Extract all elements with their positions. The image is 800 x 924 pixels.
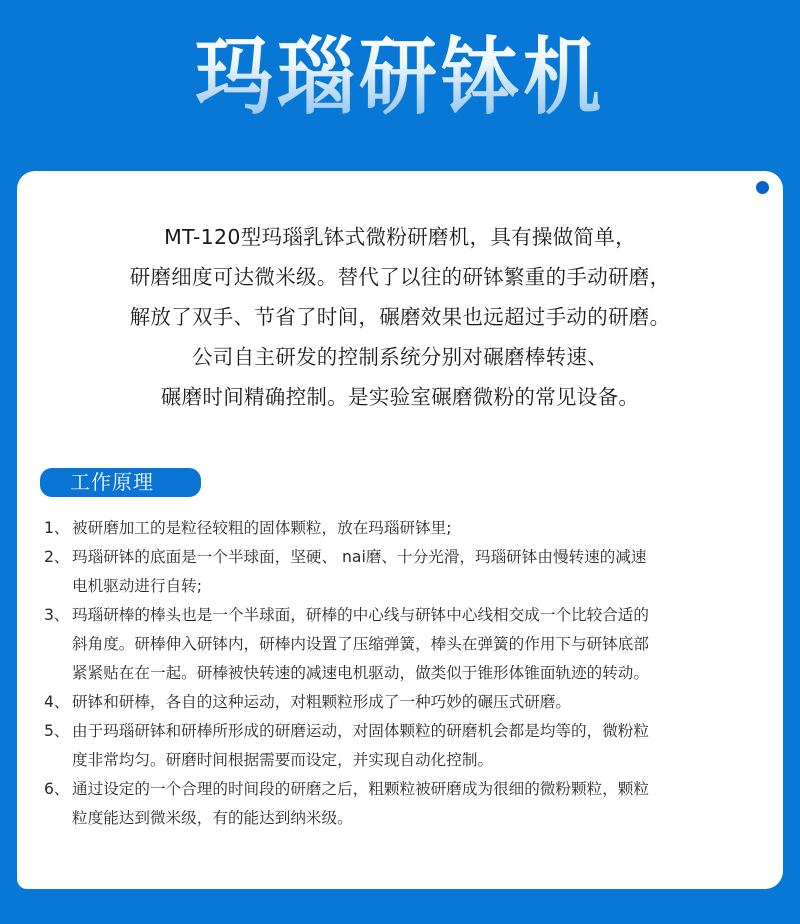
step-text: 玛瑙研钵的底面是一个半球面，坚硬、 nai磨、十分光滑，玛瑙研钵由慢转速的减速 bbox=[72, 548, 647, 566]
intro-line: 解放了双手、节省了时间，碾磨效果也远超过手动的研磨。 bbox=[129, 305, 671, 329]
step-text: 通过设定的一个合理的时间段的研磨之后，粗颗粒被研磨成为很细的微粉颗粒，颗粒 bbox=[72, 780, 649, 798]
step-number: 1、 bbox=[44, 519, 70, 537]
step-text: 玛瑙研棒的棒头也是一个半球面，研棒的中心线与研钵中心线相交成一个比较合适的 bbox=[72, 606, 649, 624]
step-text: 电机驱动进行自转; bbox=[72, 577, 203, 595]
intro-line: 公司自主研发的控制系统分别对碾磨棒转速、 bbox=[192, 345, 608, 369]
steps-list bbox=[44, 514, 764, 833]
page-title: 玛瑙研钵机 bbox=[0, 24, 800, 132]
intro-line: 碾磨时间精确控制。是实验室碾磨微粉的常见设备。 bbox=[160, 385, 640, 409]
intro-line: MT-120型玛瑙乳钵式微粉研磨机，具有操做简单， bbox=[164, 225, 636, 249]
step-text: 由于玛瑙研钵和研棒所形成的研磨运动，对固体颗粒的研磨机会都是均等的，微粉粒 bbox=[72, 722, 649, 740]
step-number: 2、 bbox=[44, 548, 70, 566]
step-number: 5、 bbox=[44, 722, 70, 740]
list-item bbox=[44, 775, 764, 833]
intro-paragraph bbox=[17, 217, 783, 417]
decorative-dot-icon bbox=[756, 181, 769, 194]
list-item bbox=[44, 514, 764, 543]
list-item bbox=[44, 543, 764, 601]
list-item bbox=[44, 688, 764, 717]
section-heading-badge bbox=[40, 468, 201, 497]
step-number: 6、 bbox=[44, 780, 70, 798]
step-text: 紧紧贴在在一起。研棒被快转速的减速电机驱动，做类似于锥形体锥面轨迹的转动。 bbox=[72, 664, 649, 682]
step-number: 4、 bbox=[44, 693, 70, 711]
list-item bbox=[44, 717, 764, 775]
list-item bbox=[44, 601, 764, 688]
step-text: 斜角度。研棒伸入研钵内，研棒内设置了压缩弹簧，棒头在弹簧的作用下与研钵底部 bbox=[72, 635, 649, 653]
step-text: 粒度能达到微米级，有的能达到纳米级。 bbox=[72, 809, 353, 827]
section-heading: 工作原理 bbox=[70, 470, 154, 494]
step-text: 被研磨加工的是粒径较粗的固体颗粒，放在玛瑙研钵里; bbox=[72, 519, 452, 537]
step-text: 度非常均匀。研磨时间根据需要而设定，并实现自动化控制。 bbox=[72, 751, 494, 769]
step-text: 研钵和研棒，各自的这种运动，对粗颗粒形成了一种巧妙的碾压式研磨。 bbox=[72, 693, 572, 711]
content-card bbox=[17, 171, 783, 889]
intro-line: 研磨细度可达微米级。替代了以往的研钵繁重的手动研磨， bbox=[129, 265, 671, 289]
step-number: 3、 bbox=[44, 606, 70, 624]
